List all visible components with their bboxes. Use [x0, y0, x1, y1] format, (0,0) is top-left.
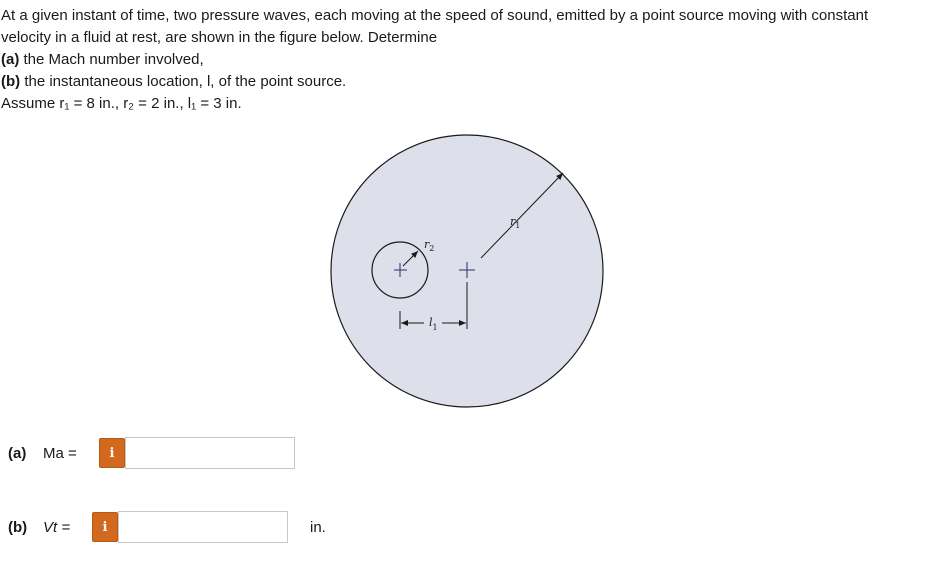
r2-label: $r_2$ — [424, 238, 435, 253]
pressure-wave-figure — [320, 125, 620, 420]
answer-a-label: Ma = — [43, 444, 77, 462]
answer-b-info-button[interactable]: i — [92, 512, 118, 542]
mach-number-input[interactable] — [125, 437, 295, 469]
problem-part-a — [1, 49, 921, 71]
answer-b-label: Vt = — [43, 518, 71, 536]
part-a-tag: (a) — [1, 51, 20, 68]
part-b-tag: (b) — [1, 73, 21, 90]
problem-intro: At a given instant of time, two pressure waves, each moving at the speed of sound, emitted by a point source moving with constant velocity in a fluid at rest, are shown in the figure below. Determine — [1, 7, 869, 46]
answer-a-tag: (a) — [8, 444, 27, 462]
part-b-text: the instantaneous location, l, of the point source. — [24, 73, 347, 90]
part-a-text: the Mach number involved, — [23, 51, 204, 68]
problem-part-b — [1, 71, 921, 93]
answer-row-b — [8, 510, 288, 544]
r1-label: $r_1$ — [510, 215, 521, 230]
answer-row-a — [8, 436, 295, 470]
problem-statement — [1, 5, 921, 115]
l1-label: $l_1$ — [429, 316, 438, 332]
answer-a-info-button[interactable]: i — [99, 438, 125, 468]
problem-assumptions: Assume r₁ = 8 in., r₂ = 2 in., l₁ = 3 in. — [1, 95, 242, 112]
answer-b-tag: (b) — [8, 518, 28, 536]
answer-b-unit: in. — [310, 519, 326, 536]
source-location-input[interactable] — [118, 511, 288, 543]
